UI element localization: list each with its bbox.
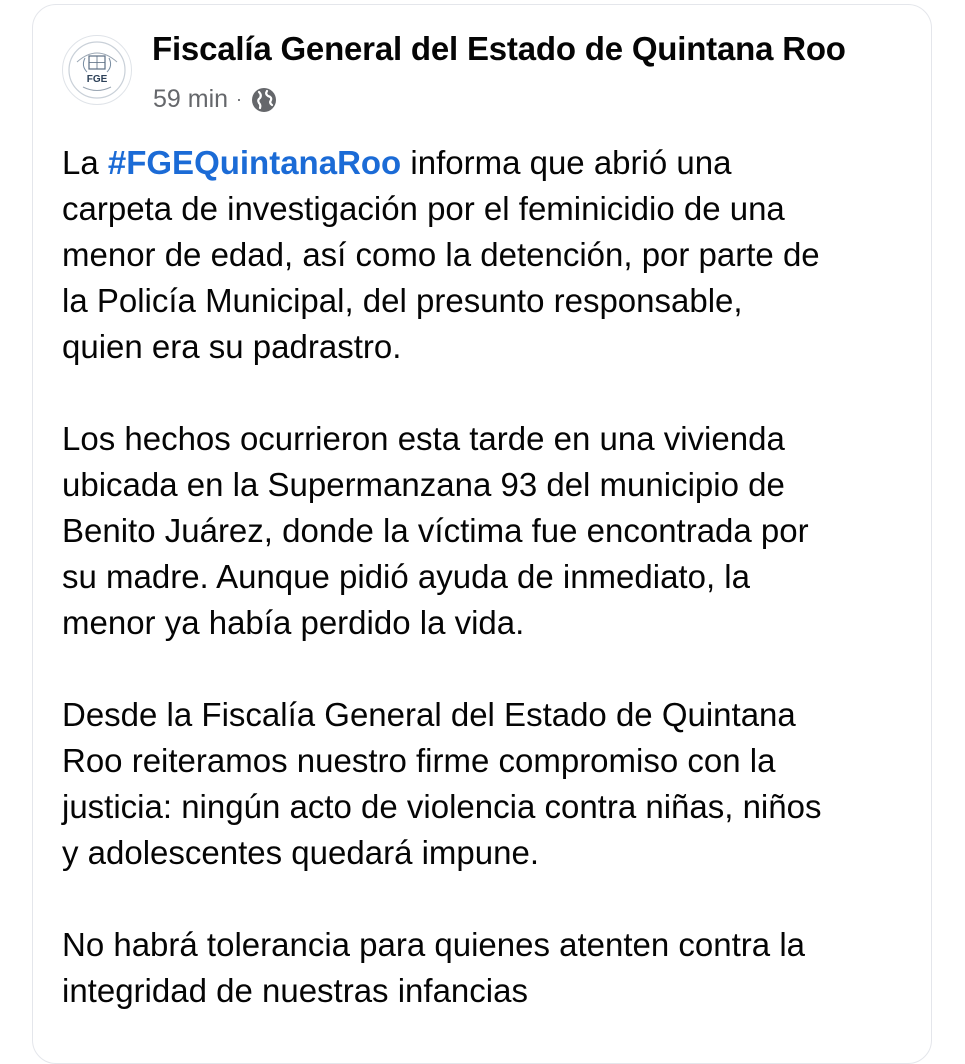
paragraph-line: Los hechos ocurrieron esta tarde en una vivienda: [62, 420, 785, 457]
paragraph-line: No habrá tolerancia para quienes atenten contra la: [62, 926, 805, 963]
page-name-link[interactable]: Fiscalía General del Estado de Quintana Roo: [152, 30, 846, 67]
fge-seal-logo: [67, 40, 127, 100]
paragraph-line: Desde la Fiscalía General del Estado de Quintana: [62, 696, 796, 733]
paragraph-line: menor de edad, así como la detención, por parte de: [62, 236, 820, 273]
paragraph-4: [62, 922, 922, 1014]
paragraph-line: Roo reiteramos nuestro firme compromiso con la: [62, 742, 776, 779]
paragraph-3: [62, 692, 922, 876]
paragraph-1: [62, 140, 922, 370]
post-body: [62, 140, 922, 1060]
paragraph-line: La #FGEQuintanaRoo informa que abrió una: [62, 144, 732, 181]
globe-icon[interactable]: [250, 86, 278, 114]
paragraph-line: integridad de nuestras infancias: [62, 972, 528, 1009]
paragraph-2: [62, 416, 922, 646]
paragraph-line: justicia: ningún acto de violencia contra niñas, niños: [62, 788, 822, 825]
page-avatar[interactable]: [62, 35, 132, 105]
paragraph-line: menor ya había perdido la vida.: [62, 604, 525, 641]
paragraph-line: su madre. Aunque pidió ayuda de inmediato, la: [62, 558, 750, 595]
paragraph-line: Benito Juárez, donde la víctima fue encontrada por: [62, 512, 809, 549]
paragraph-line: ubicada en la Supermanzana 93 del municipio de: [62, 466, 785, 503]
paragraph-line: la Policía Municipal, del presunto responsable,: [62, 282, 743, 319]
svg-text:FGE: FGE: [86, 74, 108, 85]
hashtag-link[interactable]: #FGEQuintanaRoo: [107, 144, 402, 181]
meta-separator: ·: [236, 89, 243, 109]
post-meta: [153, 85, 278, 114]
paragraph-line: y adolescentes quedará impune.: [62, 834, 539, 871]
paragraph-line: carpeta de investigación por el feminicidio de una: [62, 190, 785, 227]
post-header: [62, 30, 935, 120]
paragraph-line: quien era su padrastro.: [62, 328, 402, 365]
post-timestamp[interactable]: 59 min: [153, 85, 229, 113]
